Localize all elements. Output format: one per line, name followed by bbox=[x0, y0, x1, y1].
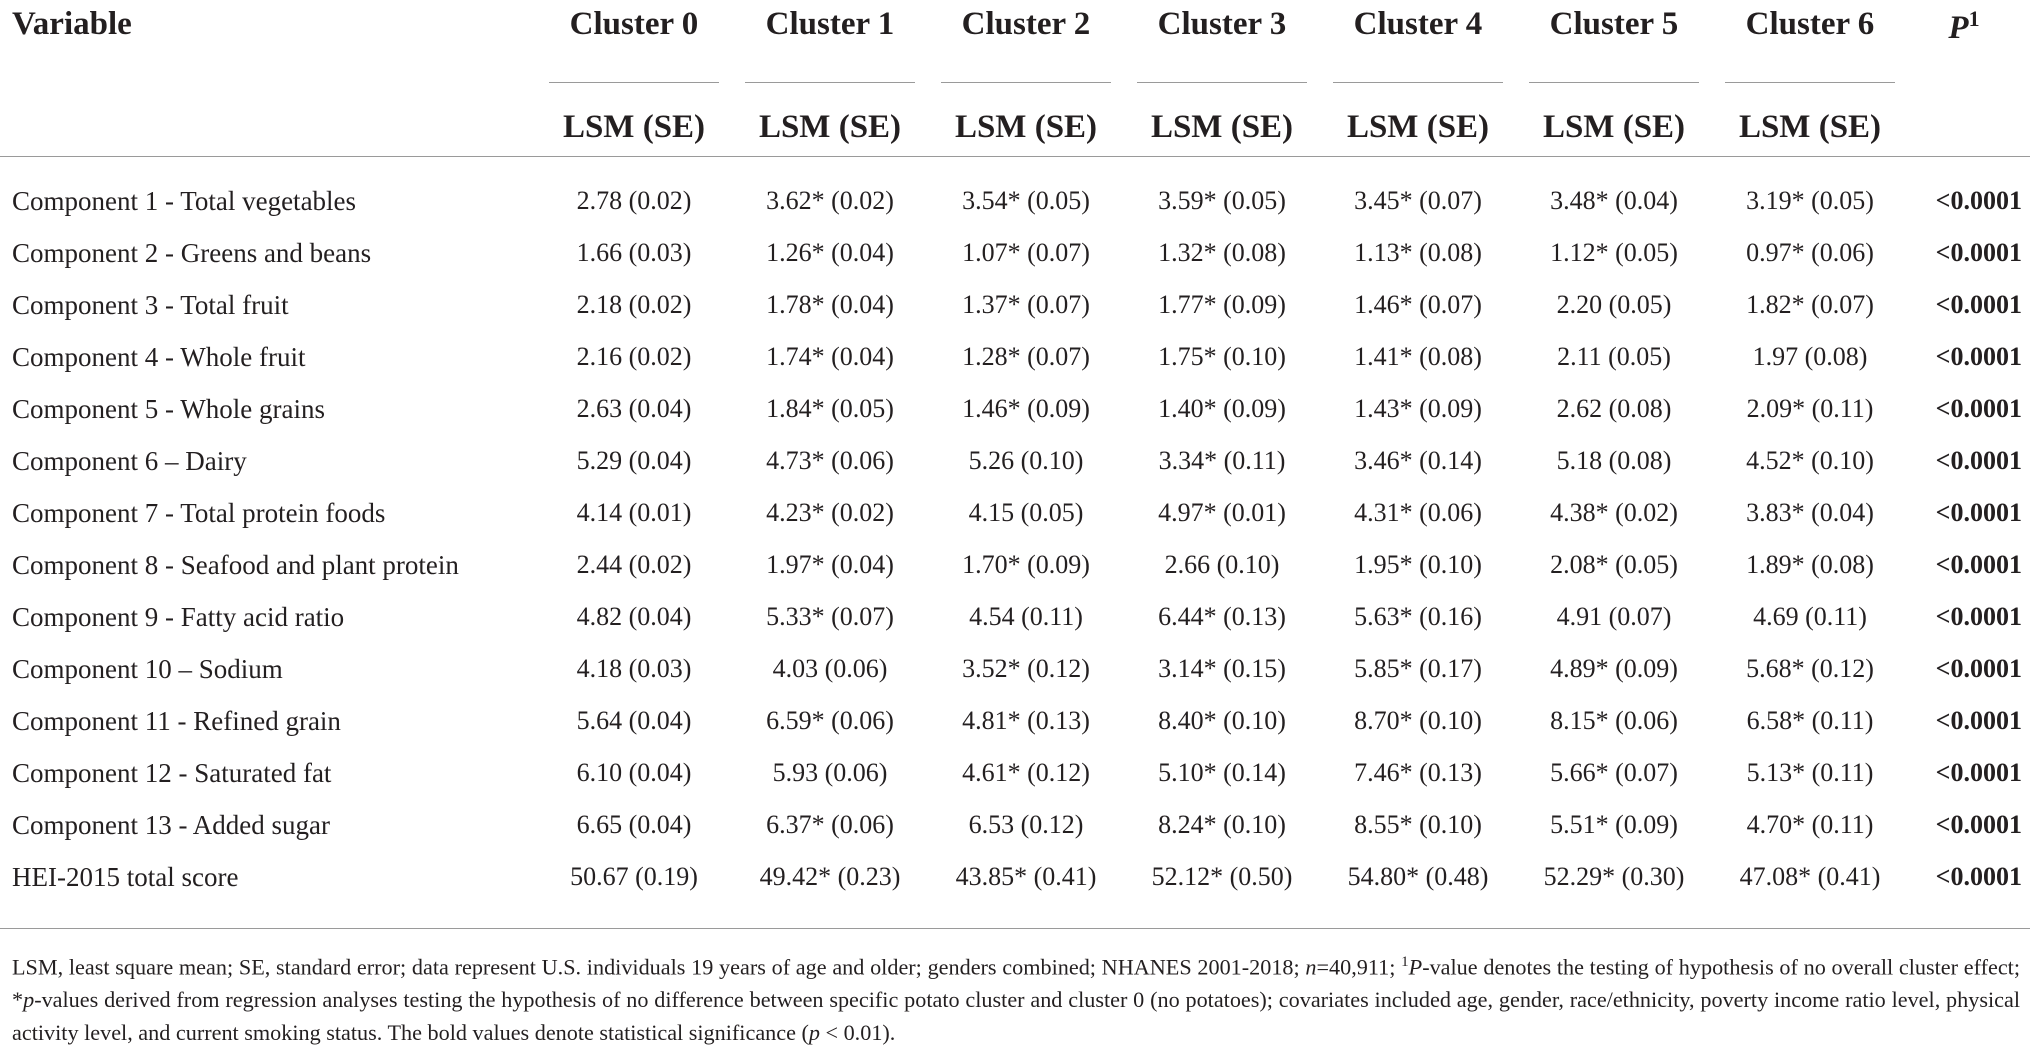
cluster-2-value-cell: 1.07* (0.07) bbox=[962, 238, 1090, 267]
cluster-5-value-cell: 4.89* (0.09) bbox=[1550, 654, 1678, 683]
cluster-5-header: Cluster 5 bbox=[1549, 6, 1679, 42]
cluster-6-value-cell: 6.58* (0.11) bbox=[1746, 706, 1874, 735]
cluster-2-value-cell: 6.53 (0.12) bbox=[968, 810, 1084, 839]
cluster-1-value-cell: 1.97* (0.04) bbox=[766, 550, 894, 579]
cluster-6-value-cell: 3.83* (0.04) bbox=[1746, 498, 1874, 527]
footnote-divider bbox=[0, 928, 2030, 929]
cluster-5-value-cell: 2.08* (0.05) bbox=[1550, 550, 1678, 579]
cluster-6-value-cell: 5.68* (0.12) bbox=[1746, 654, 1874, 683]
cluster-0-value-cell: 50.67 (0.19) bbox=[570, 862, 698, 891]
cluster-2-header-rule bbox=[941, 82, 1111, 83]
cluster-0-header: Cluster 0 bbox=[569, 6, 699, 42]
cluster-2-value-cell: 1.28* (0.07) bbox=[962, 342, 1090, 371]
cluster-0-value-cell: 2.16 (0.02) bbox=[576, 342, 692, 371]
cluster-5-value-cell: 2.11 (0.05) bbox=[1557, 342, 1671, 371]
cluster-5-value-cell: 5.18 (0.08) bbox=[1556, 446, 1672, 475]
cluster-0-value-cell: 6.10 (0.04) bbox=[576, 758, 692, 787]
lsm-se-label: LSM (SE) bbox=[1542, 109, 1686, 145]
variable-cell: HEI-2015 total score bbox=[12, 861, 239, 892]
cluster-5-value-cell: 1.12* (0.05) bbox=[1550, 238, 1678, 267]
footnote-superscript: 1 bbox=[1401, 954, 1409, 970]
cluster-2-value-cell: 1.37* (0.07) bbox=[962, 290, 1090, 319]
table-row bbox=[0, 487, 2030, 539]
cluster-0-value-cell: 2.18 (0.02) bbox=[576, 290, 692, 319]
cluster-4-value-cell: 5.85* (0.17) bbox=[1354, 654, 1482, 683]
cluster-4-value-cell: 8.70* (0.10) bbox=[1354, 706, 1482, 735]
p-value-cell: <0.0001 bbox=[1935, 186, 2022, 215]
cluster-3-value-cell: 3.14* (0.15) bbox=[1158, 654, 1286, 683]
lsm-se-label: LSM (SE) bbox=[1150, 109, 1294, 145]
lsm-se-label: LSM (SE) bbox=[1738, 109, 1882, 145]
variable-cell: Component 9 - Fatty acid ratio bbox=[12, 601, 345, 632]
p-value-cell: <0.0001 bbox=[1935, 446, 2022, 475]
cluster-2-value-cell: 3.54* (0.05) bbox=[962, 186, 1090, 215]
variable-cell: Component 3 - Total fruit bbox=[12, 289, 289, 320]
cluster-6-value-cell: 1.82* (0.07) bbox=[1746, 290, 1874, 319]
p-superscript: 1 bbox=[1968, 6, 1980, 31]
cluster-5-value-cell: 3.48* (0.04) bbox=[1550, 186, 1678, 215]
p-value-cell: <0.0001 bbox=[1935, 550, 2022, 579]
p-value-cell: <0.0001 bbox=[1935, 394, 2022, 423]
cluster-1-value-cell: 1.78* (0.04) bbox=[766, 290, 894, 319]
cluster-4-value-cell: 8.55* (0.10) bbox=[1354, 810, 1482, 839]
p-value-cell: <0.0001 bbox=[1935, 290, 2022, 319]
cluster-5-value-cell: 5.66* (0.07) bbox=[1550, 758, 1678, 787]
cluster-6-value-cell: 5.13* (0.11) bbox=[1746, 758, 1874, 787]
cluster-3-subheader bbox=[1124, 68, 1320, 157]
cluster-6-value-cell: 47.08* (0.41) bbox=[1739, 862, 1881, 891]
p-value-cell: <0.0001 bbox=[1935, 602, 2022, 631]
cluster-5-value-cell: 4.38* (0.02) bbox=[1550, 498, 1678, 527]
cluster-0-value-cell: 5.29 (0.04) bbox=[576, 446, 692, 475]
cluster-3-value-cell: 3.59* (0.05) bbox=[1158, 186, 1286, 215]
table-body bbox=[0, 175, 2030, 903]
cluster-4-value-cell: 1.43* (0.09) bbox=[1354, 394, 1482, 423]
cluster-6-header: Cluster 6 bbox=[1745, 6, 1875, 42]
cluster-0-value-cell: 2.63 (0.04) bbox=[576, 394, 692, 423]
footnote-text-5: < 0.01). bbox=[819, 1020, 896, 1046]
table-row bbox=[0, 539, 2030, 591]
cluster-4-header-rule bbox=[1333, 82, 1503, 83]
p-value-cell: <0.0001 bbox=[1935, 342, 2022, 371]
cluster-0-value-cell: 6.65 (0.04) bbox=[576, 810, 692, 839]
cluster-3-value-cell: 1.40* (0.09) bbox=[1158, 394, 1286, 423]
cluster-1-value-cell: 49.42* (0.23) bbox=[759, 862, 901, 891]
cluster-4-value-cell: 3.45* (0.07) bbox=[1354, 186, 1482, 215]
footnote-text-3: -value denotes the testing of hypothesis of no overall cluster effect; * bbox=[12, 954, 2020, 1013]
variable-cell: Component 13 - Added sugar bbox=[12, 809, 330, 840]
cluster-0-value-cell: 2.78 (0.02) bbox=[576, 186, 692, 215]
cluster-1-value-cell: 6.59* (0.06) bbox=[766, 706, 894, 735]
cluster-6-value-cell: 3.19* (0.05) bbox=[1746, 186, 1874, 215]
table-row bbox=[0, 695, 2030, 747]
footnote-text-1: LSM, least square mean; SE, standard error; data represent U.S. individuals 19 years of age and older; genders combined; NHANES 2001-2018; bbox=[12, 954, 1306, 980]
lsm-se-label: LSM (SE) bbox=[954, 109, 1098, 145]
table-row bbox=[0, 435, 2030, 487]
cluster-2-subheader bbox=[928, 68, 1124, 157]
table-row bbox=[0, 747, 2030, 799]
cluster-0-value-cell: 4.14 (0.01) bbox=[576, 498, 692, 527]
cluster-1-header: Cluster 1 bbox=[765, 6, 895, 42]
table-row bbox=[0, 799, 2030, 851]
cluster-2-value-cell: 43.85* (0.41) bbox=[955, 862, 1097, 891]
cluster-2-value-cell: 5.26 (0.10) bbox=[968, 446, 1084, 475]
footnote-p-3: p bbox=[808, 1020, 820, 1046]
cluster-1-value-cell: 1.74* (0.04) bbox=[766, 342, 894, 371]
cluster-6-value-cell: 4.70* (0.11) bbox=[1746, 810, 1874, 839]
cluster-4-value-cell: 7.46* (0.13) bbox=[1354, 758, 1482, 787]
cluster-1-value-cell: 1.26* (0.04) bbox=[766, 238, 894, 267]
cluster-0-subheader bbox=[536, 68, 732, 157]
cluster-6-header-rule bbox=[1725, 82, 1895, 83]
cluster-0-header-rule bbox=[549, 82, 719, 83]
variable-subheader-empty bbox=[0, 68, 536, 157]
cluster-4-value-cell: 5.63* (0.16) bbox=[1354, 602, 1482, 631]
cluster-4-value-cell: 3.46* (0.14) bbox=[1354, 446, 1482, 475]
cluster-3-value-cell: 8.40* (0.10) bbox=[1158, 706, 1286, 735]
variable-cell: Component 2 - Greens and beans bbox=[12, 237, 372, 268]
cluster-5-subheader bbox=[1516, 68, 1712, 157]
cluster-1-value-cell: 5.93 (0.06) bbox=[772, 758, 888, 787]
p-subheader-empty bbox=[1908, 68, 2030, 157]
cluster-3-value-cell: 2.66 (0.10) bbox=[1164, 550, 1280, 579]
cluster-5-value-cell: 8.15* (0.06) bbox=[1550, 706, 1678, 735]
cluster-5-header-rule bbox=[1529, 82, 1699, 83]
table-row bbox=[0, 227, 2030, 279]
cluster-2-value-cell: 1.70* (0.09) bbox=[962, 550, 1090, 579]
p-value-column-header bbox=[1908, 0, 2030, 68]
cluster-5-value-cell: 4.91 (0.07) bbox=[1556, 602, 1672, 631]
table-row bbox=[0, 331, 2030, 383]
cluster-0-value-cell: 2.44 (0.02) bbox=[576, 550, 692, 579]
cluster-4-subheader bbox=[1320, 68, 1516, 157]
cluster-6-value-cell: 0.97* (0.06) bbox=[1746, 238, 1874, 267]
cluster-1-value-cell: 4.23* (0.02) bbox=[766, 498, 894, 527]
variable-cell: Component 7 - Total protein foods bbox=[12, 497, 386, 528]
cluster-2-value-cell: 1.46* (0.09) bbox=[962, 394, 1090, 423]
table-header bbox=[0, 0, 2030, 175]
cluster-1-subheader bbox=[732, 68, 928, 157]
lsm-se-label: LSM (SE) bbox=[1346, 109, 1490, 145]
cluster-4-value-cell: 1.46* (0.07) bbox=[1354, 290, 1482, 319]
variable-cell: Component 11 - Refined grain bbox=[12, 705, 341, 736]
p-value-cell: <0.0001 bbox=[1935, 862, 2022, 891]
cluster-4-value-cell: 1.41* (0.08) bbox=[1354, 342, 1482, 371]
cluster-6-value-cell: 2.09* (0.11) bbox=[1746, 394, 1874, 423]
variable-cell: Component 6 – Dairy bbox=[12, 445, 247, 476]
cluster-3-value-cell: 8.24* (0.10) bbox=[1158, 810, 1286, 839]
table-row bbox=[0, 383, 2030, 435]
p-value-cell: <0.0001 bbox=[1935, 498, 2022, 527]
footnote-p-2: p bbox=[23, 987, 35, 1013]
table-row bbox=[0, 279, 2030, 331]
lsm-se-label: LSM (SE) bbox=[562, 109, 706, 145]
table-row bbox=[0, 851, 2030, 903]
cluster-6-value-cell: 4.52* (0.10) bbox=[1746, 446, 1874, 475]
cluster-2-header: Cluster 2 bbox=[961, 6, 1091, 42]
table-row bbox=[0, 591, 2030, 643]
cluster-3-value-cell: 4.97* (0.01) bbox=[1158, 498, 1286, 527]
cluster-1-value-cell: 4.73* (0.06) bbox=[766, 446, 894, 475]
cluster-3-value-cell: 5.10* (0.14) bbox=[1158, 758, 1286, 787]
cluster-5-value-cell: 52.29* (0.30) bbox=[1543, 862, 1685, 891]
cluster-3-value-cell: 1.75* (0.10) bbox=[1158, 342, 1286, 371]
cluster-2-value-cell: 4.15 (0.05) bbox=[968, 498, 1084, 527]
cluster-0-value-cell: 5.64 (0.04) bbox=[576, 706, 692, 735]
cluster-0-value-cell: 4.82 (0.04) bbox=[576, 602, 692, 631]
cluster-4-header: Cluster 4 bbox=[1353, 6, 1483, 42]
cluster-4-value-cell: 54.80* (0.48) bbox=[1347, 862, 1489, 891]
p-value-cell: <0.0001 bbox=[1935, 758, 2022, 787]
cluster-1-value-cell: 3.62* (0.02) bbox=[766, 186, 894, 215]
cluster-2-value-cell: 4.54 (0.11) bbox=[969, 602, 1083, 631]
cluster-5-value-cell: 2.62 (0.08) bbox=[1556, 394, 1672, 423]
variable-cell: Component 10 – Sodium bbox=[12, 653, 283, 684]
footnote-text-2: =40,911; bbox=[1316, 954, 1402, 980]
cluster-2-value-cell: 3.52* (0.12) bbox=[962, 654, 1090, 683]
cluster-4-value-cell: 1.95* (0.10) bbox=[1354, 550, 1482, 579]
cluster-1-header-rule bbox=[745, 82, 915, 83]
variable-cell: Component 4 - Whole fruit bbox=[12, 341, 306, 372]
cluster-5-value-cell: 5.51* (0.09) bbox=[1550, 810, 1678, 839]
variable-cell: Component 8 - Seafood and plant protein bbox=[12, 549, 459, 580]
variable-column-header: Variable bbox=[12, 6, 132, 42]
cluster-0-value-cell: 4.18 (0.03) bbox=[576, 654, 692, 683]
cluster-1-value-cell: 5.33* (0.07) bbox=[766, 602, 894, 631]
cluster-6-value-cell: 4.69 (0.11) bbox=[1753, 602, 1867, 631]
cluster-4-value-cell: 4.31* (0.06) bbox=[1354, 498, 1482, 527]
footnote-n: n bbox=[1305, 954, 1317, 980]
cluster-3-header-rule bbox=[1137, 82, 1307, 83]
footnote-text-4: -values derived from regression analyses testing the hypothesis of no difference between specific potato cluster and cluster 0 (no potatoes); covariates included age, gender, race/ethnicity, poverty income ratio level, physical activity level, and current smoking status. The bold values denote statistical significance ( bbox=[12, 987, 2020, 1046]
cluster-1-value-cell: 1.84* (0.05) bbox=[766, 394, 894, 423]
cluster-5-value-cell: 2.20 (0.05) bbox=[1556, 290, 1672, 319]
p-value-cell: <0.0001 bbox=[1935, 706, 2022, 735]
p-value-cell: <0.0001 bbox=[1935, 238, 2022, 267]
variable-cell: Component 12 - Saturated fat bbox=[12, 757, 332, 788]
p-label: P bbox=[1948, 10, 1969, 46]
p-value-cell: <0.0001 bbox=[1935, 810, 2022, 839]
variable-cell: Component 1 - Total vegetables bbox=[12, 185, 357, 216]
cluster-1-value-cell: 6.37* (0.06) bbox=[766, 810, 894, 839]
cluster-3-value-cell: 1.77* (0.09) bbox=[1158, 290, 1286, 319]
cluster-2-value-cell: 4.81* (0.13) bbox=[962, 706, 1090, 735]
cluster-1-value-cell: 4.03 (0.06) bbox=[772, 654, 888, 683]
table-row bbox=[0, 175, 2030, 227]
table-footnote bbox=[12, 946, 2020, 1060]
cluster-4-value-cell: 1.13* (0.08) bbox=[1354, 238, 1482, 267]
cluster-3-value-cell: 1.32* (0.08) bbox=[1158, 238, 1286, 267]
footnote-p-1: P bbox=[1408, 954, 1423, 980]
cluster-3-header: Cluster 3 bbox=[1157, 6, 1287, 42]
cluster-6-value-cell: 1.97 (0.08) bbox=[1752, 342, 1868, 371]
table-row bbox=[0, 643, 2030, 695]
cluster-3-value-cell: 3.34* (0.11) bbox=[1158, 446, 1286, 475]
cluster-3-value-cell: 52.12* (0.50) bbox=[1151, 862, 1293, 891]
cluster-6-value-cell: 1.89* (0.08) bbox=[1746, 550, 1874, 579]
variable-cell: Component 5 - Whole grains bbox=[12, 393, 325, 424]
cluster-2-value-cell: 4.61* (0.12) bbox=[962, 758, 1090, 787]
cluster-6-subheader bbox=[1712, 68, 1908, 157]
lsm-se-label: LSM (SE) bbox=[758, 109, 902, 145]
p-value-cell: <0.0001 bbox=[1935, 654, 2022, 683]
cluster-3-value-cell: 6.44* (0.13) bbox=[1158, 602, 1286, 631]
cluster-0-value-cell: 1.66 (0.03) bbox=[576, 238, 692, 267]
